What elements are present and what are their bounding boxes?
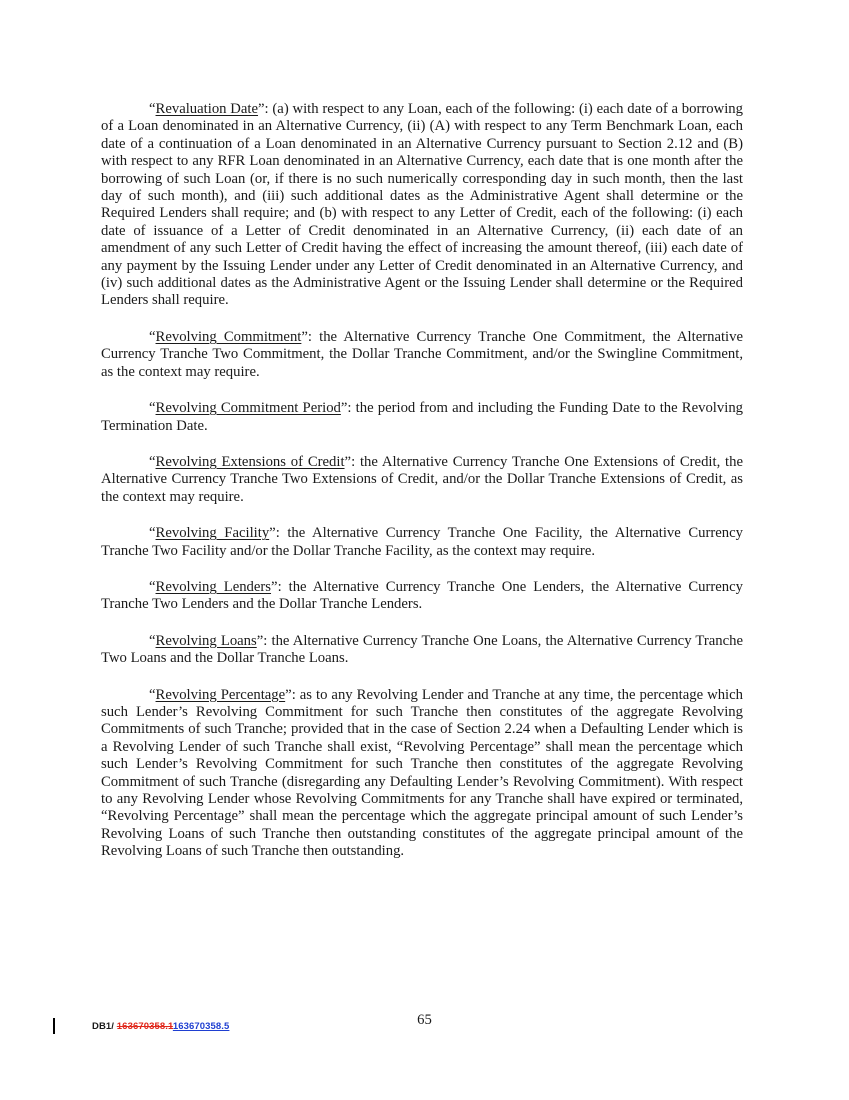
- defined-term: Revolving Facility: [155, 525, 270, 542]
- definition-revolving-commitment-period: “Revolving Commitment Period”: the period from and including the Funding Date to the Revolving Termination Date.: [101, 400, 744, 434]
- defined-term: Revolving Loans: [155, 632, 257, 649]
- definition-revaluation-date: “Revaluation Date”: (a) with respect to any Loan, each of the following: (i) each date of a borrowing of a Loan denominated in an Alternative Currency, (ii) (A) with respect to any Term Benchmark Loan, each date of a continuation of a Loan denominated in an Alternative Currency pursuant to Section 2.12 and (B) with respect to any RFR Loan denominated in an Alternative Currency, each date that is one month after the borrowing of such Loan (or, if there is no such numerically corresponding day in such month, then the last day of such month), and (iii) such additional dates as the Administrative Agent shall determine or the Required Lenders shall require; and (b) with respect to any Letter of Credit, each of the following: (i) each date of issuance of a Letter of Credit denominated in an Alternative Currency, (ii) each date of an amendment of any such Letter of Credit having the effect of increasing the amount thereof, (iii) each date of any payment by the Issuing Lender under any Letter of Credit denominated in an Alternative Currency, and (iv) such additional dates as the Administrative Agent or the Issuing Lender shall determine or the Required Lenders shall require.: [101, 101, 743, 309]
- definition-revolving-extensions-of-credit: “Revolving Extensions of Credit”: the Alternative Currency Tranche One Extensions of Credit, the Alternative Currency Tranche Two Extensions of Credit, and/or the Dollar Tranche Extensions of Credit, as the context may require.: [101, 453, 743, 505]
- definition-text: : as to any Revolving Lender and Tranche at any time, the percentage which such Lender’s Revolving Commitment for such Tranche then constitutes of the aggregate Revolving Commitments of such Tranche; provided that in the case of Section 2.24 when a Defaulting Lender which is a Revolving Lender of such Tranche shall exist, “Revolving Percentage” shall mean the percentage which such Lender’s Revolving Commitment for such Tranche then constitutes of the aggregate Revolving Commitment of such Tranche (disregarding any Defaulting Lender’s Revolving Commitment). With respect to any Revolving Lender whose Revolving Commitments for any Tranche shall have expired or terminated, “Revolving Percentage” shall mean the percentage which the aggregate principal amount of such Lender’s Revolving Loans of such Tranche then outstanding constitutes of the aggregate principal amount of the Revolving Loans of such Tranche then outstanding.: [101, 686, 743, 860]
- definition-text: : the Alternative Currency Tranche One Lenders, the Alternative Currency Tranche Two Lenders and the Dollar Tranche Lenders.: [101, 578, 744, 613]
- defined-term: Revolving Lenders: [155, 578, 272, 595]
- defined-term: Revolving Percentage: [155, 686, 286, 703]
- definition-revolving-lenders: “Revolving Lenders”: the Alternative Currency Tranche One Lenders, the Alternative Currency Tranche Two Lenders and the Dollar Tranche Lenders.: [101, 578, 744, 613]
- definition-revolving-percentage: “Revolving Percentage”: as to any Revolving Lender and Tranche at any time, the percentage which such Lender’s Revolving Commitment for such Tranche then constitutes of the aggregate Revolving Commitments of such Tranche; provided that in the case of Section 2.24 when a Defaulting Lender which is a Revolving Lender of such Tranche shall exist, “Revolving Percentage” shall mean the percentage which such Lender’s Revolving Commitment for such Tranche then constitutes of the aggregate Revolving Commitment of such Tranche (disregarding any Defaulting Lender’s Revolving Commitment). With respect to any Revolving Lender whose Revolving Commitments for any Tranche shall have expired or terminated, “Revolving Percentage” shall mean the percentage which the aggregate principal amount of such Lender’s Revolving Loans of such Tranche then outstanding constitutes of the aggregate principal amount of the Revolving Loans of such Tranche then outstanding.: [101, 686, 743, 860]
- defined-term: Revolving Extensions of Credit: [155, 453, 345, 470]
- page-number: 65: [417, 1012, 432, 1028]
- definition-text: : (a) with respect to any Loan, each of the following: (i) each date of a borrowing of a Loan denominated in an Alternative Currency, (ii) (A) with respect to any Term Benchmark Loan, each date of a continuation of a Loan denominated in an Alternative Currency pursuant to Section 2.12 and (B) with respect to any RFR Loan denominated in an Alternative Currency, each date that is one month after the borrowing of such Loan (or, if there is no such numerically corresponding day in such month, then the last day of such month), and (iii) such additional dates as the Administrative Agent shall determine or the Required Lenders shall require; and (b) with respect to any Letter of Credit, each of the following: (i) each date of issuance of a Letter of Credit denominated in an Alternative Currency, (ii) each date of an amendment of any such Letter of Credit having the effect of increasing the amount thereof, (iii) each date of any payment by the Issuing Lender under any Letter of Credit denominated in an Alternative Currency, and (iv) such additional dates as the Administrative Agent or the Issuing Lender shall determine or the Required Lenders shall require.: [101, 101, 743, 309]
- defined-term: Revaluation Date: [155, 101, 259, 117]
- definition-revolving-loans: “Revolving Loans”: the Alternative Currency Tranche One Loans, the Alternative Currency Tranche Two Loans and the Dollar Tranche Loans.: [101, 632, 743, 667]
- document-id-inserted: 163670358.5: [172, 1021, 230, 1032]
- document-id-prefix: DB1/: [92, 1021, 117, 1032]
- document-body: [101, 101, 743, 880]
- defined-term: Revolving Commitment Period: [155, 400, 341, 417]
- document-id-deleted: 163670358.1: [116, 1021, 173, 1032]
- definition-text: : the Alternative Currency Tranche One Extensions of Credit, the Alternative Currency Tranche Two Extensions of Credit, and/or the Dollar Tranche Extensions of Credit, as the context may require.: [101, 453, 743, 505]
- defined-term: Revolving Commitment: [155, 328, 302, 345]
- definition-revolving-facility: “Revolving Facility”: the Alternative Currency Tranche One Facility, the Alternative Currency Tranche Two Facility and/or the Dollar Tranche Facility, as the context may require.: [101, 525, 743, 559]
- definition-text: : the Alternative Currency Tranche One Facility, the Alternative Currency Tranche Two Facility and/or the Dollar Tranche Facility, as the context may require.: [101, 525, 743, 559]
- definition-text: : the Alternative Currency Tranche One Loans, the Alternative Currency Tranche Two Loans and the Dollar Tranche Loans.: [101, 632, 743, 667]
- definition-text: : the period from and including the Funding Date to the Revolving Termination Date.: [101, 400, 744, 434]
- page-footer: [0, 1012, 849, 1042]
- definition-revolving-commitment: “Revolving Commitment”: the Alternative Currency Tranche One Commitment, the Alternative Currency Tranche Two Commitment, the Dollar Tranche Commitment, and/or the Swingline Commitment, as the context may require.: [101, 328, 744, 380]
- definition-text: : the Alternative Currency Tranche One Commitment, the Alternative Currency Tranche Two Commitment, the Dollar Tranche Commitment, and/or the Swingline Commitment, as the context may require.: [101, 328, 744, 380]
